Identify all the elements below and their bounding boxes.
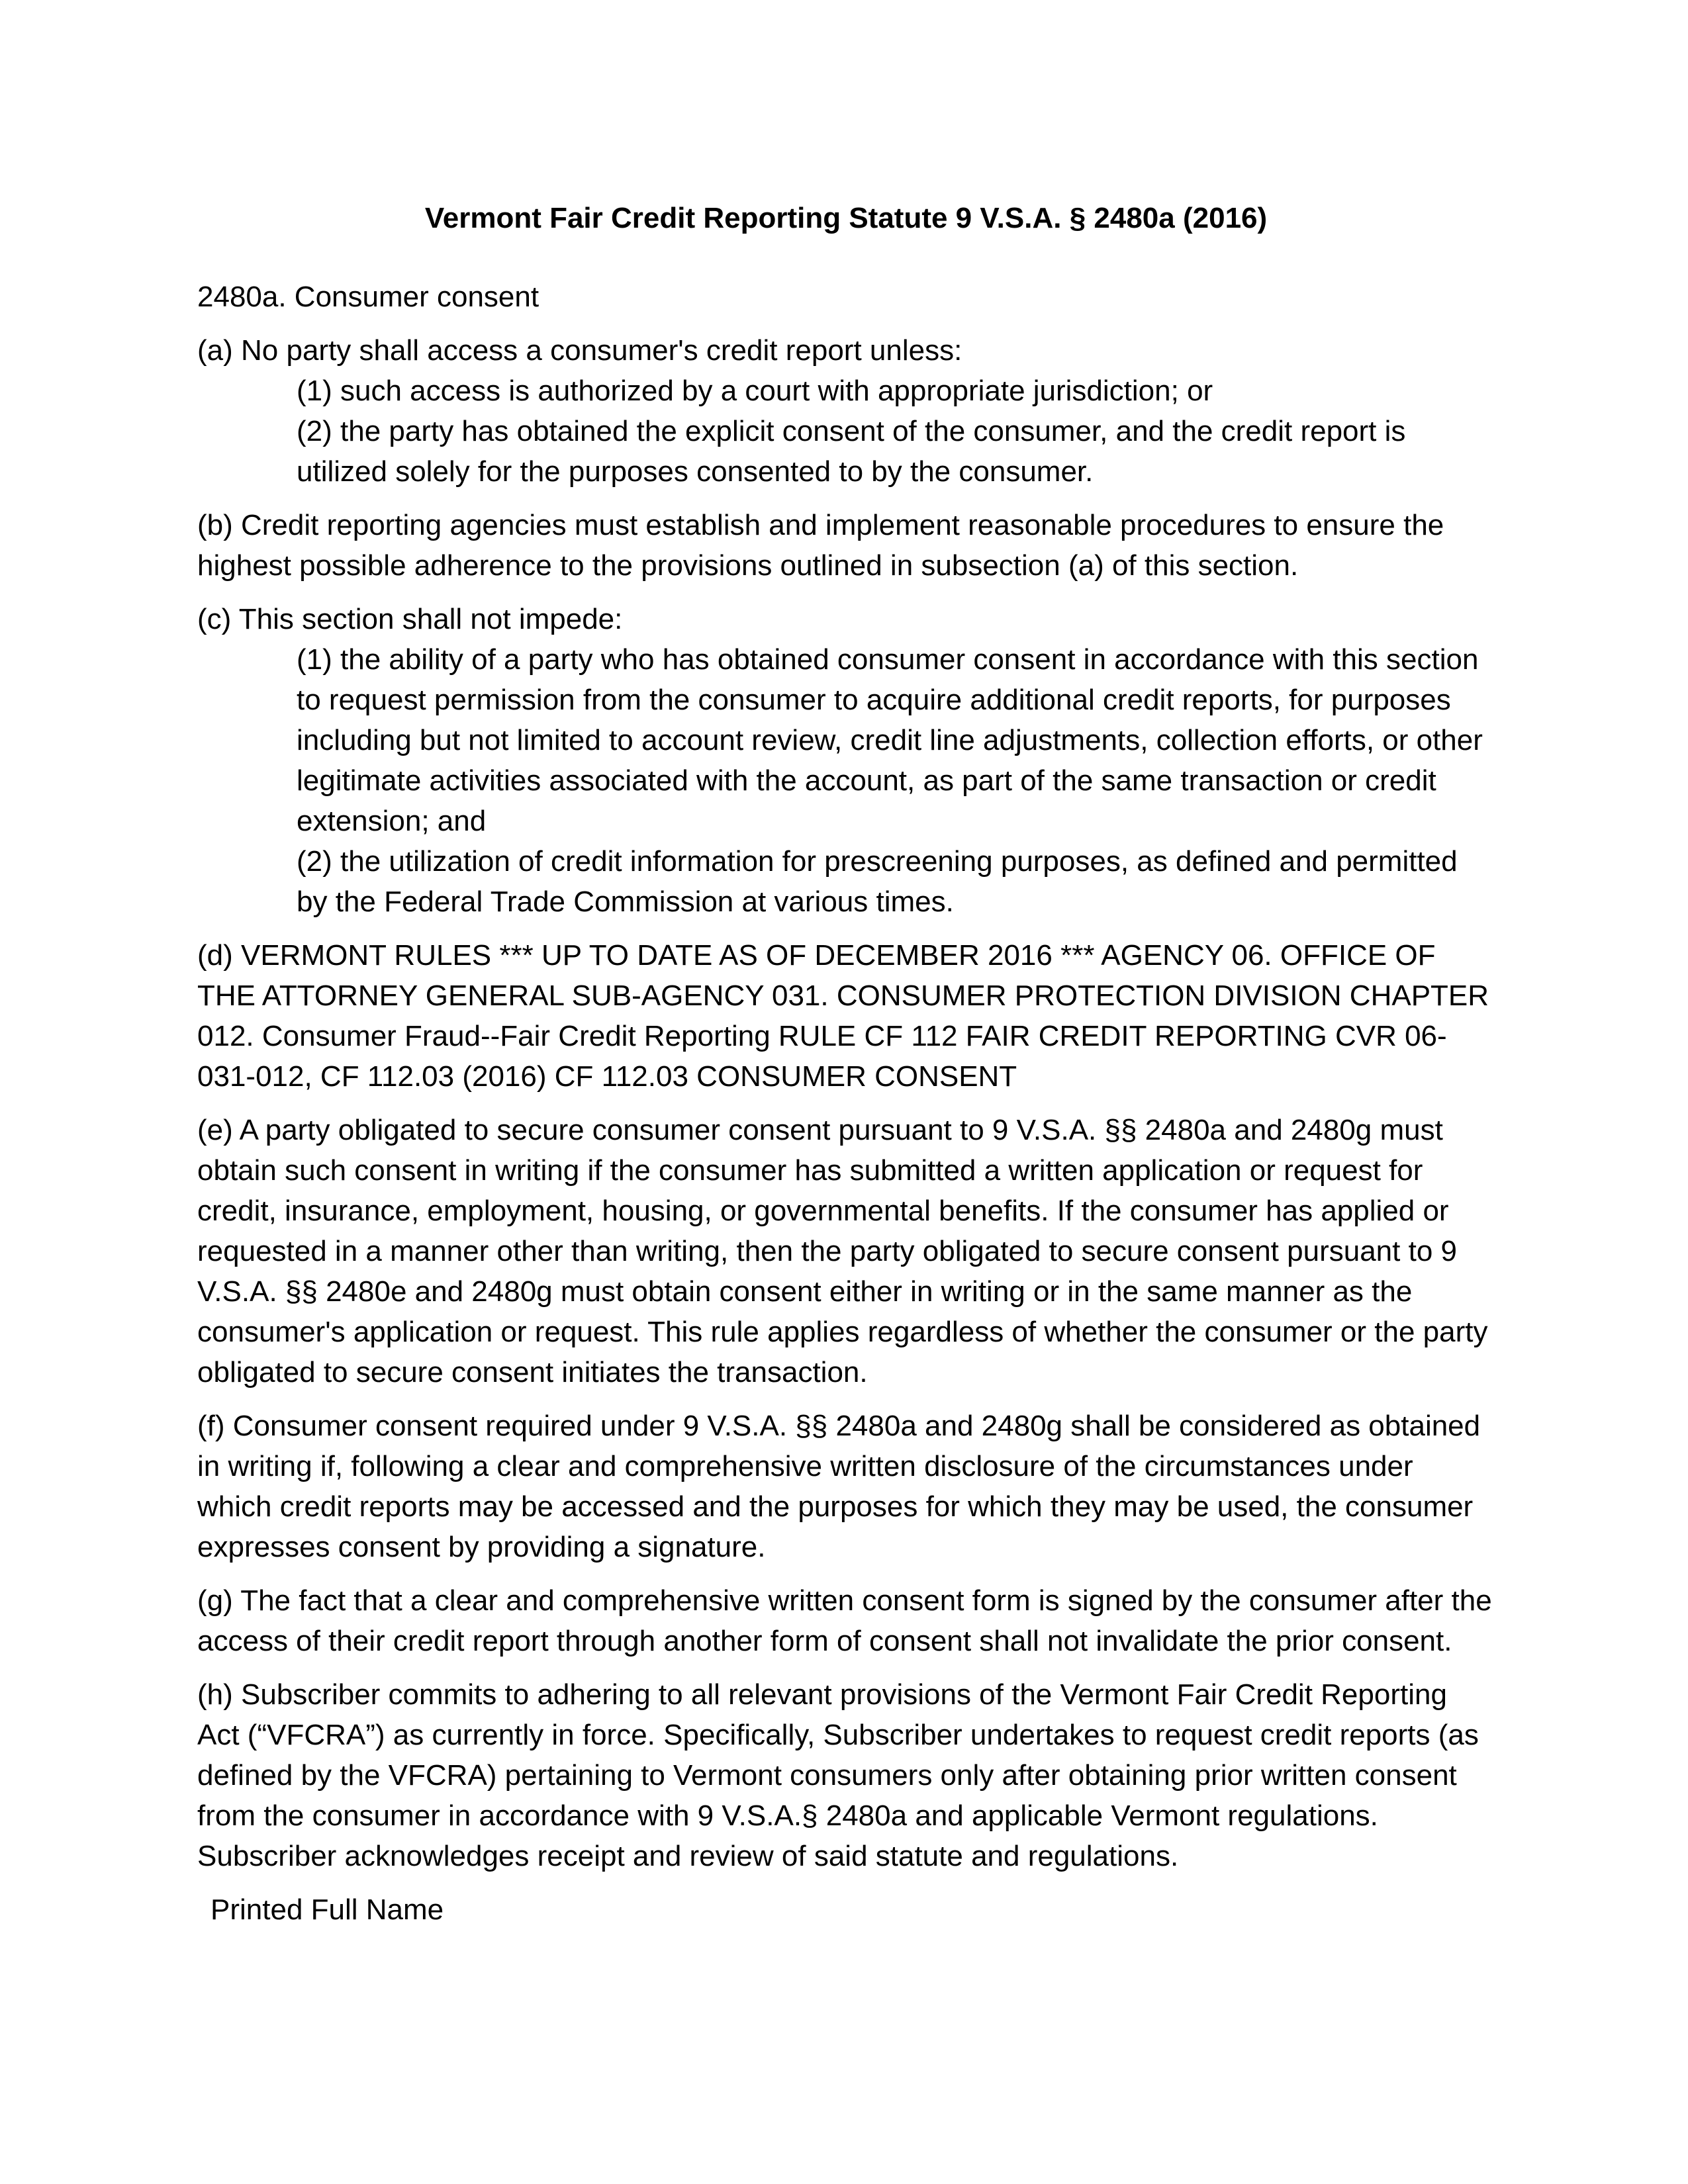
section-b: (b) Credit reporting agencies must establish and implement reasonable procedures to ensure the highest possible adherence to the provisions outlined in subsection (a) of this section.: [197, 509, 1444, 582]
section-h: (h) Subscriber commits to adhering to all relevant provisions of the Vermont Fair Credit Reporting Act (“VFCRA”) as currently in force. Specifically, Subscriber undertakes to request credit reports (as defined by the VFCRA) pertaining to Vermont consumers only after obtaining prior written consent from the consumer in accordance with 9 V.S.A.§ 2480a and applicable Vermont regulations. Subscriber acknowledges receipt and review of said statute and regulations.: [197, 1678, 1479, 1872]
document-title: Vermont Fair Credit Reporting Statute 9 V.S.A. § 2480a (2016): [424, 202, 1268, 234]
document-body: [197, 277, 1495, 1943]
section-heading: 2480a. Consumer consent: [197, 281, 539, 313]
section-c-item-1: (1) the ability of a party who has obtained consumer consent in accordance with this section to request permission from the consumer to acquire additional credit reports, for purposes including but not limited to account review, credit line adjustments, collection efforts, or other legitimate activities associated with the account, as part of the same transaction or credit extension; and: [297, 643, 1483, 837]
section-c-item-2: (2) the utilization of credit information for prescreening purposes, as defined and permitted by the Federal Trade Commission at various times.: [297, 845, 1458, 918]
section-a-item-1: (1) such access is authorized by a court with appropriate jurisdiction; or: [297, 375, 1213, 407]
section-d: (d) VERMONT RULES *** UP TO DATE AS OF DECEMBER 2016 *** AGENCY 06. OFFICE OF THE ATTORNEY GENERAL SUB-AGENCY 031. CONSUMER PROTECTION DIVISION CHAPTER 012. Consumer Fraud--Fair Credit Reporting RULE CF 112 FAIR CREDIT REPORTING CVR 06-031-012, CF 112.03 (2016) CF 112.03 CONSUMER CONSENT: [197, 939, 1489, 1093]
section-a-item-2: (2) the party has obtained the explicit consent of the consumer, and the credit report is utilized solely for the purposes consented to by the consumer.: [297, 415, 1406, 488]
section-e: (e) A party obligated to secure consumer consent pursuant to 9 V.S.A. §§ 2480a and 2480g must obtain such consent in writing if the consumer has submitted a written application or request for credit, insurance, employment, housing, or governmental benefits. If the consumer has applied or requested in a manner other than writing, then the party obligated to secure consent pursuant to 9 V.S.A. §§ 2480e and 2480g must obtain consent either in writing or in the same manner as the consumer's application or request. This rule applies regardless of whether the consumer or the party obligated to secure consent initiates the transaction.: [197, 1114, 1488, 1388]
document-page: [197, 0, 1495, 2184]
section-a-intro: (a) No party shall access a consumer's credit report unless:: [197, 334, 962, 367]
printed-full-name-label: Printed Full Name: [211, 1893, 444, 1926]
section-f: (f) Consumer consent required under 9 V.S.A. §§ 2480a and 2480g shall be considered as obtained in writing if, following a clear and comprehensive written disclosure of the circumstances under which credit reports may be accessed and the purposes for which they may be used, the consumer expresses consent by providing a signature.: [197, 1410, 1481, 1563]
section-g: (g) The fact that a clear and comprehensive written consent form is signed by the consumer after the access of their credit report through another form of consent shall not invalidate the prior consent.: [197, 1584, 1492, 1657]
section-c-intro: (c) This section shall not impede:: [197, 603, 623, 635]
